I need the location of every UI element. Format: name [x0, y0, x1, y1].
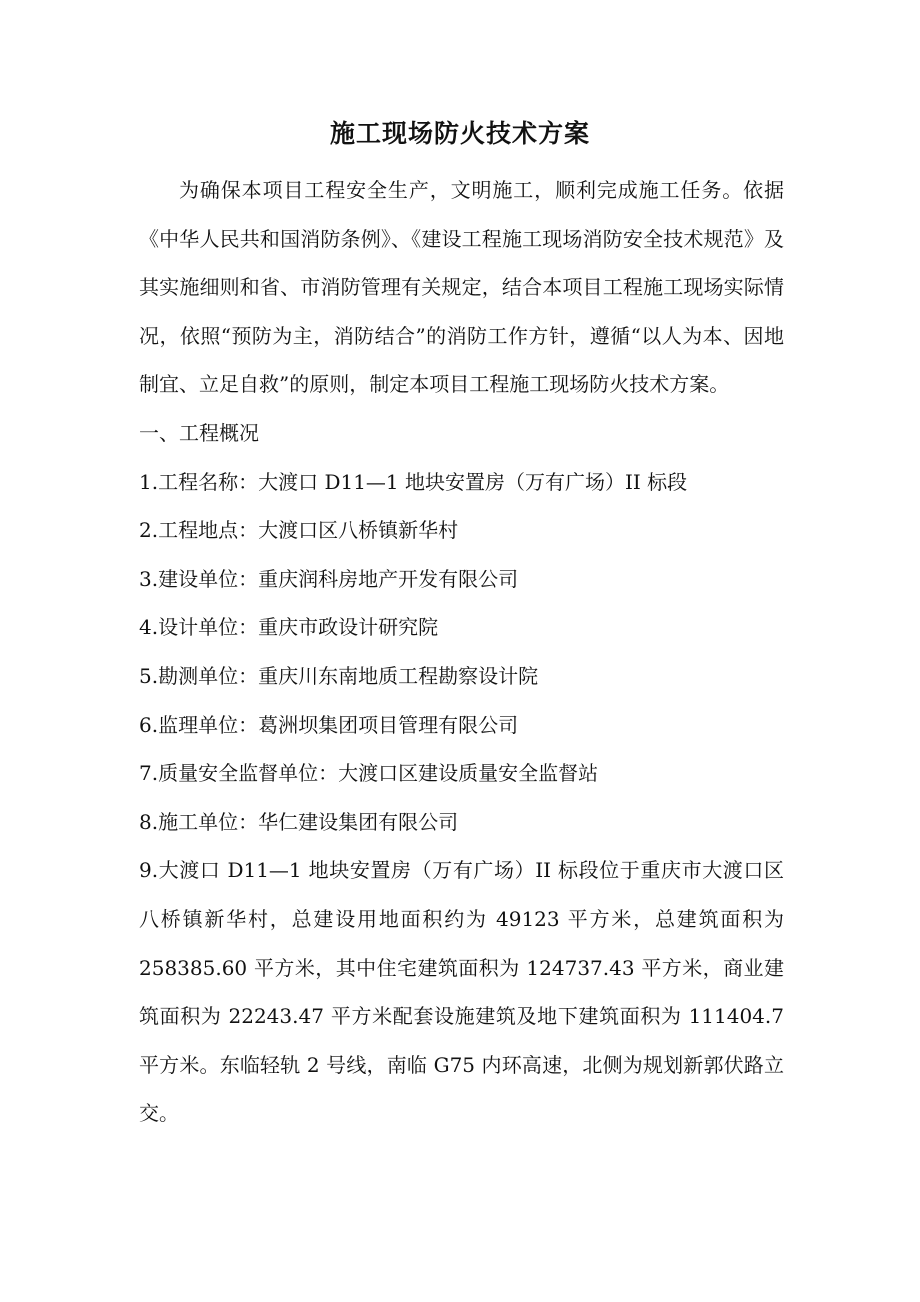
list-item: 7.质量安全监督单位：大渡口区建设质量安全监督站 [139, 761, 599, 786]
document-body [139, 166, 791, 1138]
list-item: 6.监理单位：葛洲坝集团项目管理有限公司 [139, 712, 519, 737]
list-item: 3.建设单位：重庆润科房地产开发有限公司 [139, 566, 519, 591]
list-item: 5.勘测单位：重庆川东南地质工程勘察设计院 [139, 663, 539, 688]
list-item: 2.工程地点：大渡口区八桥镇新华村 [139, 518, 459, 543]
intro-paragraph: 为确保本项目工程安全生产，文明施工，顺利完成施工任务。依据《中华人民共和国消防条例》、《建设工程施工现场消防安全技术规范》及其实施细则和省、市消防管理有关规定，结合本项目工程施工现场实际情况，依照“预防为主，消防结合”的消防工作方针，遵循“以人为本、因地制宜、立足自救”的原则，制定本项目工程施工现场防火技术方案。 [139, 178, 784, 397]
project-description-paragraph: 9.大渡口 D11—1 地块安置房（万有广场）II 标段位于重庆市大渡口区八桥镇新华村，总建设用地面积约为 49123 平方米，总建筑面积为 258385.60 平方米，其中住宅建筑面积为 124737.43 平方米，商业建筑面积为 22243.47 平方米配套设施建筑及地下建筑面积为 111404.7 平方米。东临轻轨 2 号线，南临 G75 内环高速，北侧为规划新郭伏路立交。 [139, 858, 791, 1126]
document-title: 施工现场防火技术方案 [329, 119, 590, 148]
list-item: 4.设计单位：重庆市政设计研究院 [139, 615, 439, 640]
section-heading: 一、工程概况 [139, 420, 259, 445]
list-item: 8.施工单位：华仁建设集团有限公司 [139, 809, 459, 834]
list-item: 1.工程名称：大渡口 D11—1 地块安置房（万有广场）II 标段 [139, 469, 688, 494]
